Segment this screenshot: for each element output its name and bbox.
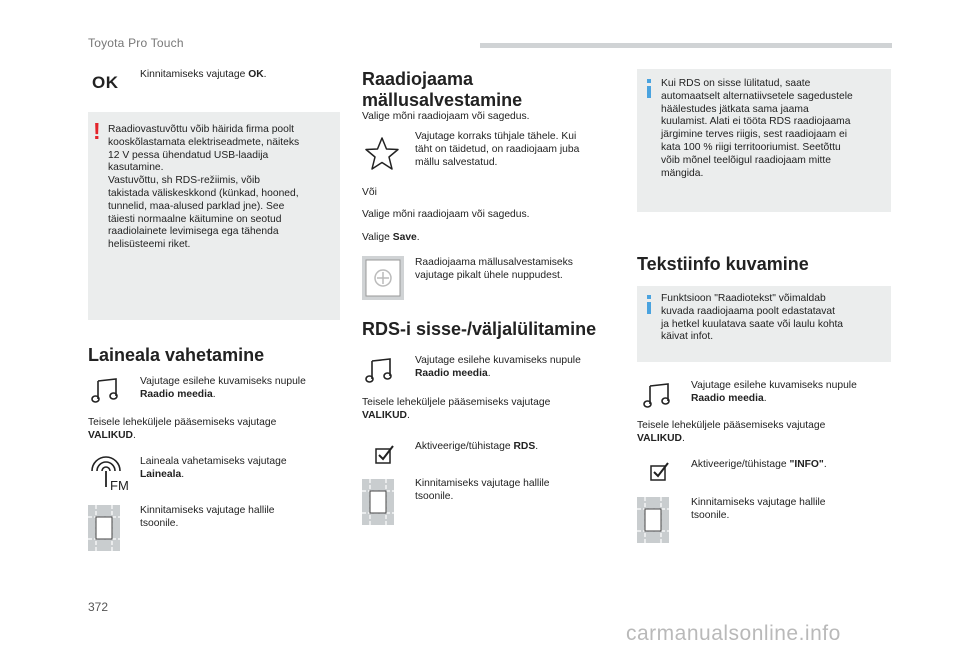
confirm-line: tsoonile.	[415, 490, 454, 502]
step-star	[415, 131, 615, 169]
alt2-bold: Save	[392, 232, 417, 243]
toggle-bold: "INFO"	[789, 459, 824, 470]
warning-line: kooskõlastamata elektriseadmete, näiteks	[108, 136, 300, 148]
info-line: võib mõnel teelõigul raadiojaam mitte	[661, 154, 831, 166]
options-post: .	[682, 432, 685, 444]
confirm-line: Kinnitamiseks vajutage hallile	[415, 478, 550, 489]
music-note-icon	[91, 376, 121, 409]
info-line: automaatselt alternatiivsetele sagedustele	[661, 90, 853, 102]
rds-toggle-step	[415, 441, 615, 454]
warning-line: 12 V pessa ühendatud USB-laadija	[108, 149, 269, 161]
rds-step-confirm-grey	[415, 478, 615, 504]
info-line: kata 100 % riigi territooriumist. Seetõttu	[661, 141, 841, 153]
options-line: Teisele leheküljele pääsemiseks vajutage	[362, 397, 551, 408]
toggle-post: .	[823, 459, 827, 470]
checkbox-icon	[375, 444, 395, 469]
rds-step-radio-media	[415, 355, 615, 381]
band-post: .	[181, 468, 185, 480]
options-line: Teisele leheküljele pääsemiseks vajutage	[637, 420, 826, 431]
warning-line: Raadiovastuvõttu võib häirida firma poolt	[108, 124, 295, 135]
step-confirm-grey	[140, 505, 340, 531]
info-icon-bar	[647, 302, 651, 314]
text-step-radio-media	[691, 380, 891, 406]
options-post: .	[133, 429, 136, 441]
warning-text	[108, 124, 338, 252]
step-line: Vajutage esilehe kuvamiseks nupule	[140, 376, 306, 387]
options-bold: VALIKUD	[88, 429, 133, 441]
warning-box	[88, 112, 340, 320]
options-post: .	[407, 409, 410, 421]
step-post: .	[487, 367, 491, 379]
toggle-bold: RDS	[513, 441, 536, 452]
ok-icon: OK	[92, 73, 119, 92]
section-heading-preset	[362, 69, 522, 111]
star-line: täht on täidetud, on raadiojaam juba	[415, 143, 580, 155]
section-heading-text-info: Tekstiinfo kuvamine	[637, 254, 809, 274]
plus-line: Raadiojaama mällusalvestamiseks	[415, 257, 573, 268]
star-icon	[364, 136, 400, 177]
info-icon	[647, 79, 651, 83]
confirm-line: tsoonile.	[691, 509, 730, 521]
options-bold: VALIKUD	[637, 432, 682, 444]
radio-fm-icon	[88, 453, 132, 498]
section-heading-band: Laineala vahetamine	[88, 345, 265, 365]
ok-text: Kinnitamiseks vajutage	[140, 69, 249, 80]
info-box-rds	[637, 69, 891, 212]
or-text: Või	[362, 187, 377, 198]
ok-post: .	[263, 69, 267, 80]
info-box-radiotext	[637, 286, 891, 362]
warning-line: raadiolainete levimisega ega tähenda	[108, 226, 279, 238]
step-preset-hold	[415, 257, 615, 283]
alt2-post: .	[416, 232, 420, 243]
heading-line: mällusalvestamine	[362, 90, 523, 110]
info-line: Funktsioon "Raadiotekst" võimaldab	[661, 293, 826, 304]
music-note-icon	[365, 356, 395, 389]
info-radiotext-text	[661, 293, 889, 344]
page-number: 372	[88, 600, 109, 614]
fm-label: FM	[110, 478, 129, 493]
info-line: ja hetkel kuulatava saate või laulu kohta	[661, 318, 844, 330]
text-options-instruction	[637, 420, 891, 446]
info-line: kuulamist. Alati ei tööta RDS raadiojaama	[661, 116, 851, 128]
section-heading-rds: RDS-i sisse-/väljalülitamine	[362, 319, 597, 339]
music-note-icon	[643, 381, 673, 414]
info-icon	[647, 295, 651, 299]
heading-line: Raadiojaama	[362, 69, 474, 89]
info-line: kuvada raadiojaama poolt edastatavat	[661, 305, 836, 317]
toggle-pre: Aktiveerige/tühistage	[415, 441, 514, 452]
options-line: Teisele leheküljele pääsemiseks vajutage	[88, 417, 277, 428]
confirm-line: Kinnitamiseks vajutage hallile	[691, 497, 826, 508]
options-instruction	[88, 417, 340, 443]
alt-step-1: Valige mõni raadiojaam või sagedus.	[362, 209, 530, 220]
warning-line: täiesti normaalne käitumine on seotud	[108, 213, 282, 225]
band-line: Laineala vahetamiseks vajutage	[140, 456, 287, 467]
grey-zone-icon	[362, 479, 394, 525]
step-line: Vajutage esilehe kuvamiseks nupule	[415, 355, 581, 366]
star-line: Vajutage korraks tühjale tähele. Kui	[415, 131, 577, 142]
watermark: carmanualsonline.info	[626, 622, 841, 645]
text-step-confirm-grey	[691, 497, 891, 523]
ok-instruction	[140, 69, 340, 82]
running-header-title: Toyota Pro Touch	[88, 36, 184, 50]
warning-line: Vastuvõttu, sh RDS-režiimis, võib	[108, 175, 261, 187]
toggle-pre: Aktiveerige/tühistage	[691, 459, 790, 470]
star-line: mällu salvestatud.	[415, 156, 498, 168]
ok-bold: OK	[248, 69, 264, 80]
warning-line: takistada väliskeskkond (künkad, hooned,	[108, 187, 299, 199]
warning-line: kasutamine.	[108, 162, 164, 174]
warning-icon: !	[93, 118, 101, 144]
preset-intro: Valige mõni raadiojaam või sagedus.	[362, 111, 530, 122]
info-toggle-step	[691, 459, 891, 472]
info-line: häälestudes jätkata sama jaama	[661, 103, 809, 115]
info-icon-bar	[647, 86, 651, 98]
toggle-post: .	[535, 441, 539, 452]
band-bold: Laineala	[140, 468, 182, 480]
step-line: Vajutage esilehe kuvamiseks nupule	[691, 380, 857, 391]
step-bold: Raadio meedia	[691, 392, 764, 404]
info-line: käivat infot.	[661, 331, 714, 343]
plus-line: vajutage pikalt ühele nuppudest.	[415, 269, 563, 281]
step-bold: Raadio meedia	[140, 388, 213, 400]
info-line: järgimine terves riigis, sest raadiojaam ei	[661, 129, 847, 141]
warning-line: helisüsteemi riket.	[108, 239, 191, 251]
step-post: .	[763, 392, 767, 404]
info-line: Kui RDS on sisse lülitatud, saate	[661, 78, 811, 89]
grey-zone-icon	[88, 505, 120, 551]
grey-zone-icon	[637, 497, 669, 543]
step-band-change	[140, 456, 340, 482]
info-rds-text	[661, 78, 889, 180]
info-line: mängida.	[661, 167, 704, 179]
confirm-line: Kinnitamiseks vajutage hallile	[140, 505, 275, 516]
options-bold: VALIKUD	[362, 409, 407, 421]
checkbox-icon	[650, 461, 670, 486]
step-radio-media	[140, 376, 340, 402]
confirm-line: tsoonile.	[140, 517, 179, 529]
step-post: .	[212, 388, 216, 400]
alt2-pre: Valige	[362, 232, 393, 243]
preset-button-icon	[362, 256, 404, 300]
step-bold: Raadio meedia	[415, 367, 488, 379]
rds-options-instruction	[362, 397, 612, 423]
alt-step-2	[362, 232, 612, 245]
header-bar	[480, 43, 892, 48]
warning-line: tunnelid, maa-alused parklad jne). See	[108, 200, 285, 212]
